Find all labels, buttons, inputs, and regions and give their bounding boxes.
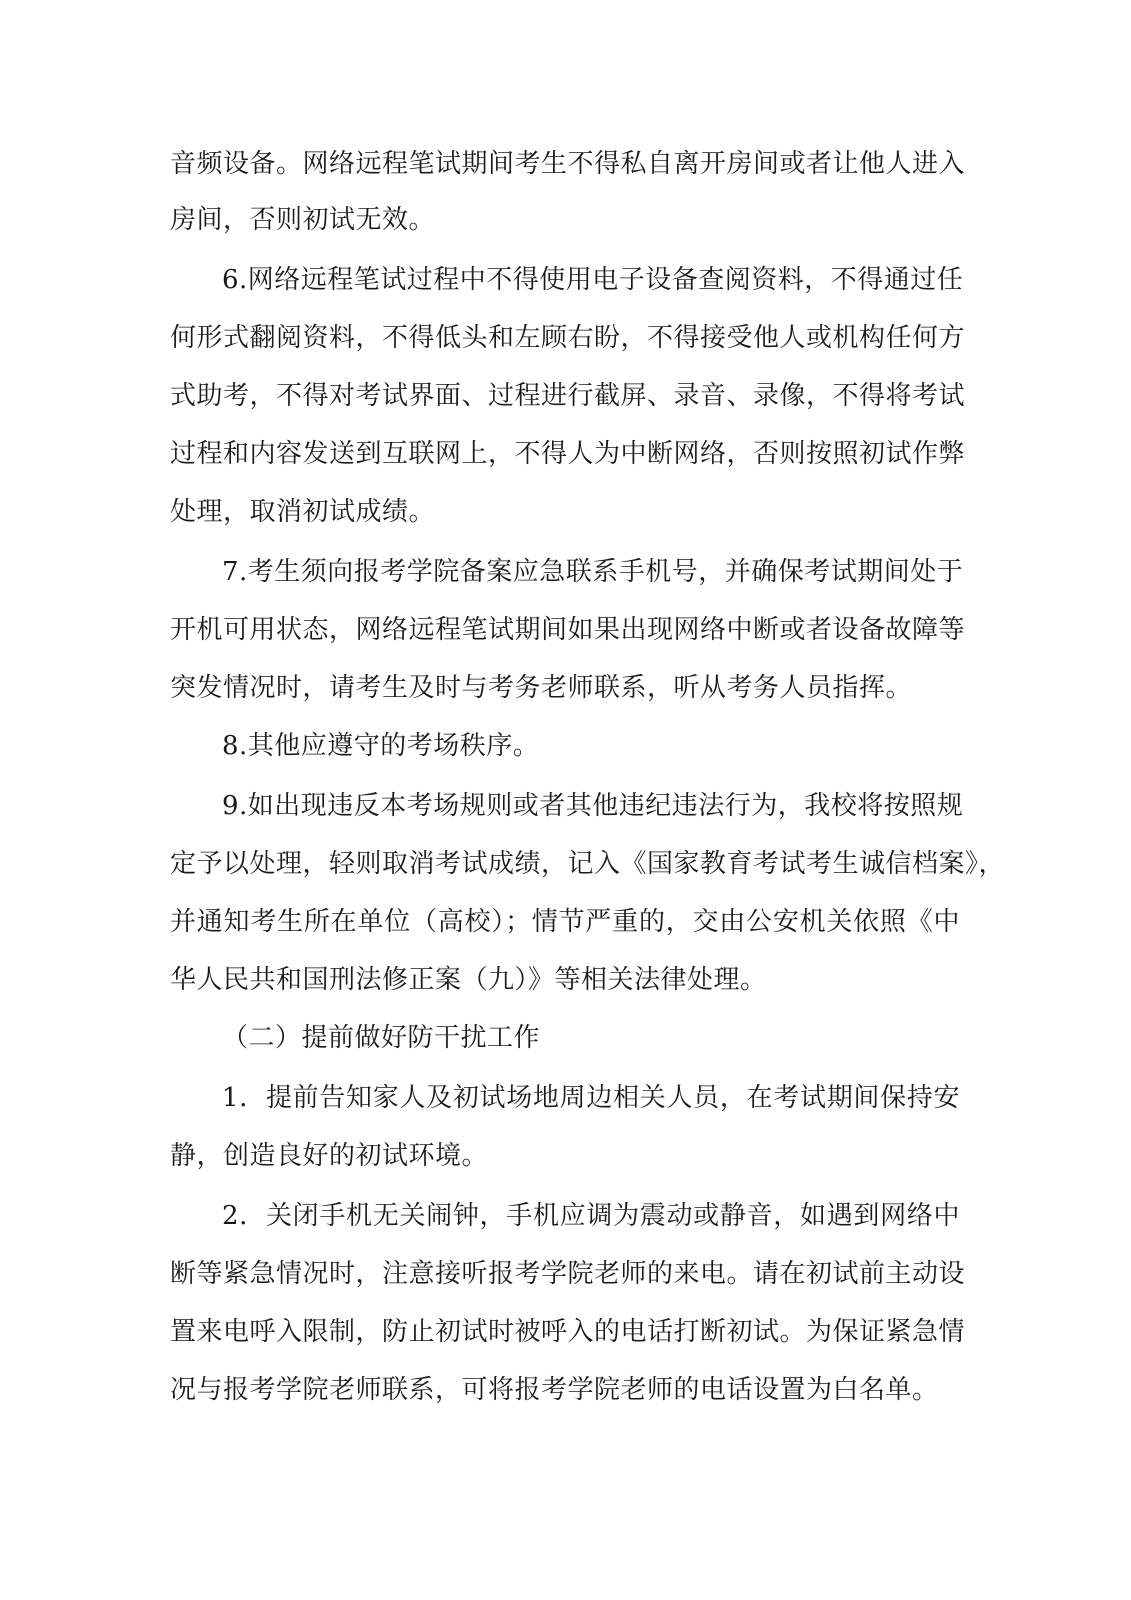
text-line: 定予以处理，轻则取消考试成绩，记入《国家教育考试考生诚信档案》，: [170, 849, 1006, 879]
text-line: 1．提前告知家人及初试场地周边相关人员，在考试期间保持安: [222, 1083, 960, 1113]
text-line: 静，创造良好的初试环境。: [170, 1141, 489, 1171]
text-line: 6.网络远程笔试过程中不得使用电子设备查阅资料，不得通过任: [222, 265, 964, 295]
text-line: 7.考生须向报考学院备案应急联系手机号，并确保考试期间处于: [222, 557, 964, 587]
text-line: 断等紧急情况时，注意接听报考学院老师的来电。请在初试前主动设: [170, 1259, 966, 1289]
section-heading: （二）提前做好防干扰工作: [222, 1023, 541, 1053]
text-line: 式助考，不得对考试界面、过程进行截屏、录音、录像，不得将考试: [170, 381, 966, 411]
text-line: 8.其他应遵守的考场秩序。: [222, 731, 540, 761]
text-line: 置来电呼入限制，防止初试时被呼入的电话打断初试。为保证紧急情: [170, 1317, 966, 1347]
text-line: 过程和内容发送到互联网上，不得人为中断网络，否则按照初试作弊: [170, 439, 966, 469]
text-line: 华人民共和国刑法修正案（九）》等相关法律处理。: [170, 965, 767, 995]
text-line: 开机可用状态，网络远程笔试期间如果出现网络中断或者设备故障等: [170, 615, 966, 645]
text-line: 处理，取消初试成绩。: [170, 497, 436, 527]
text-line: 9.如出现违反本考场规则或者其他违纪违法行为，我校将按照规: [222, 791, 964, 821]
text-line: 房间，否则初试无效。: [170, 205, 436, 235]
text-line: 况与报考学院老师联系，可将报考学院老师的电话设置为白名单。: [170, 1375, 939, 1405]
text-line: 突发情况时，请考生及时与考务老师联系，听从考务人员指挥。: [170, 673, 913, 703]
text-line: 2．关闭手机无关闹钟，手机应调为震动或静音，如遇到网络中: [222, 1201, 960, 1231]
text-line: 并通知考生所在单位（高校）；情节严重的，交由公安机关依照《中: [170, 907, 960, 937]
text-line: 音频设备。网络远程笔试期间考生不得私自离开房间或者让他人进入: [170, 149, 966, 179]
text-line: 何形式翻阅资料，不得低头和左顾右盼，不得接受他人或机构任何方: [170, 323, 966, 353]
